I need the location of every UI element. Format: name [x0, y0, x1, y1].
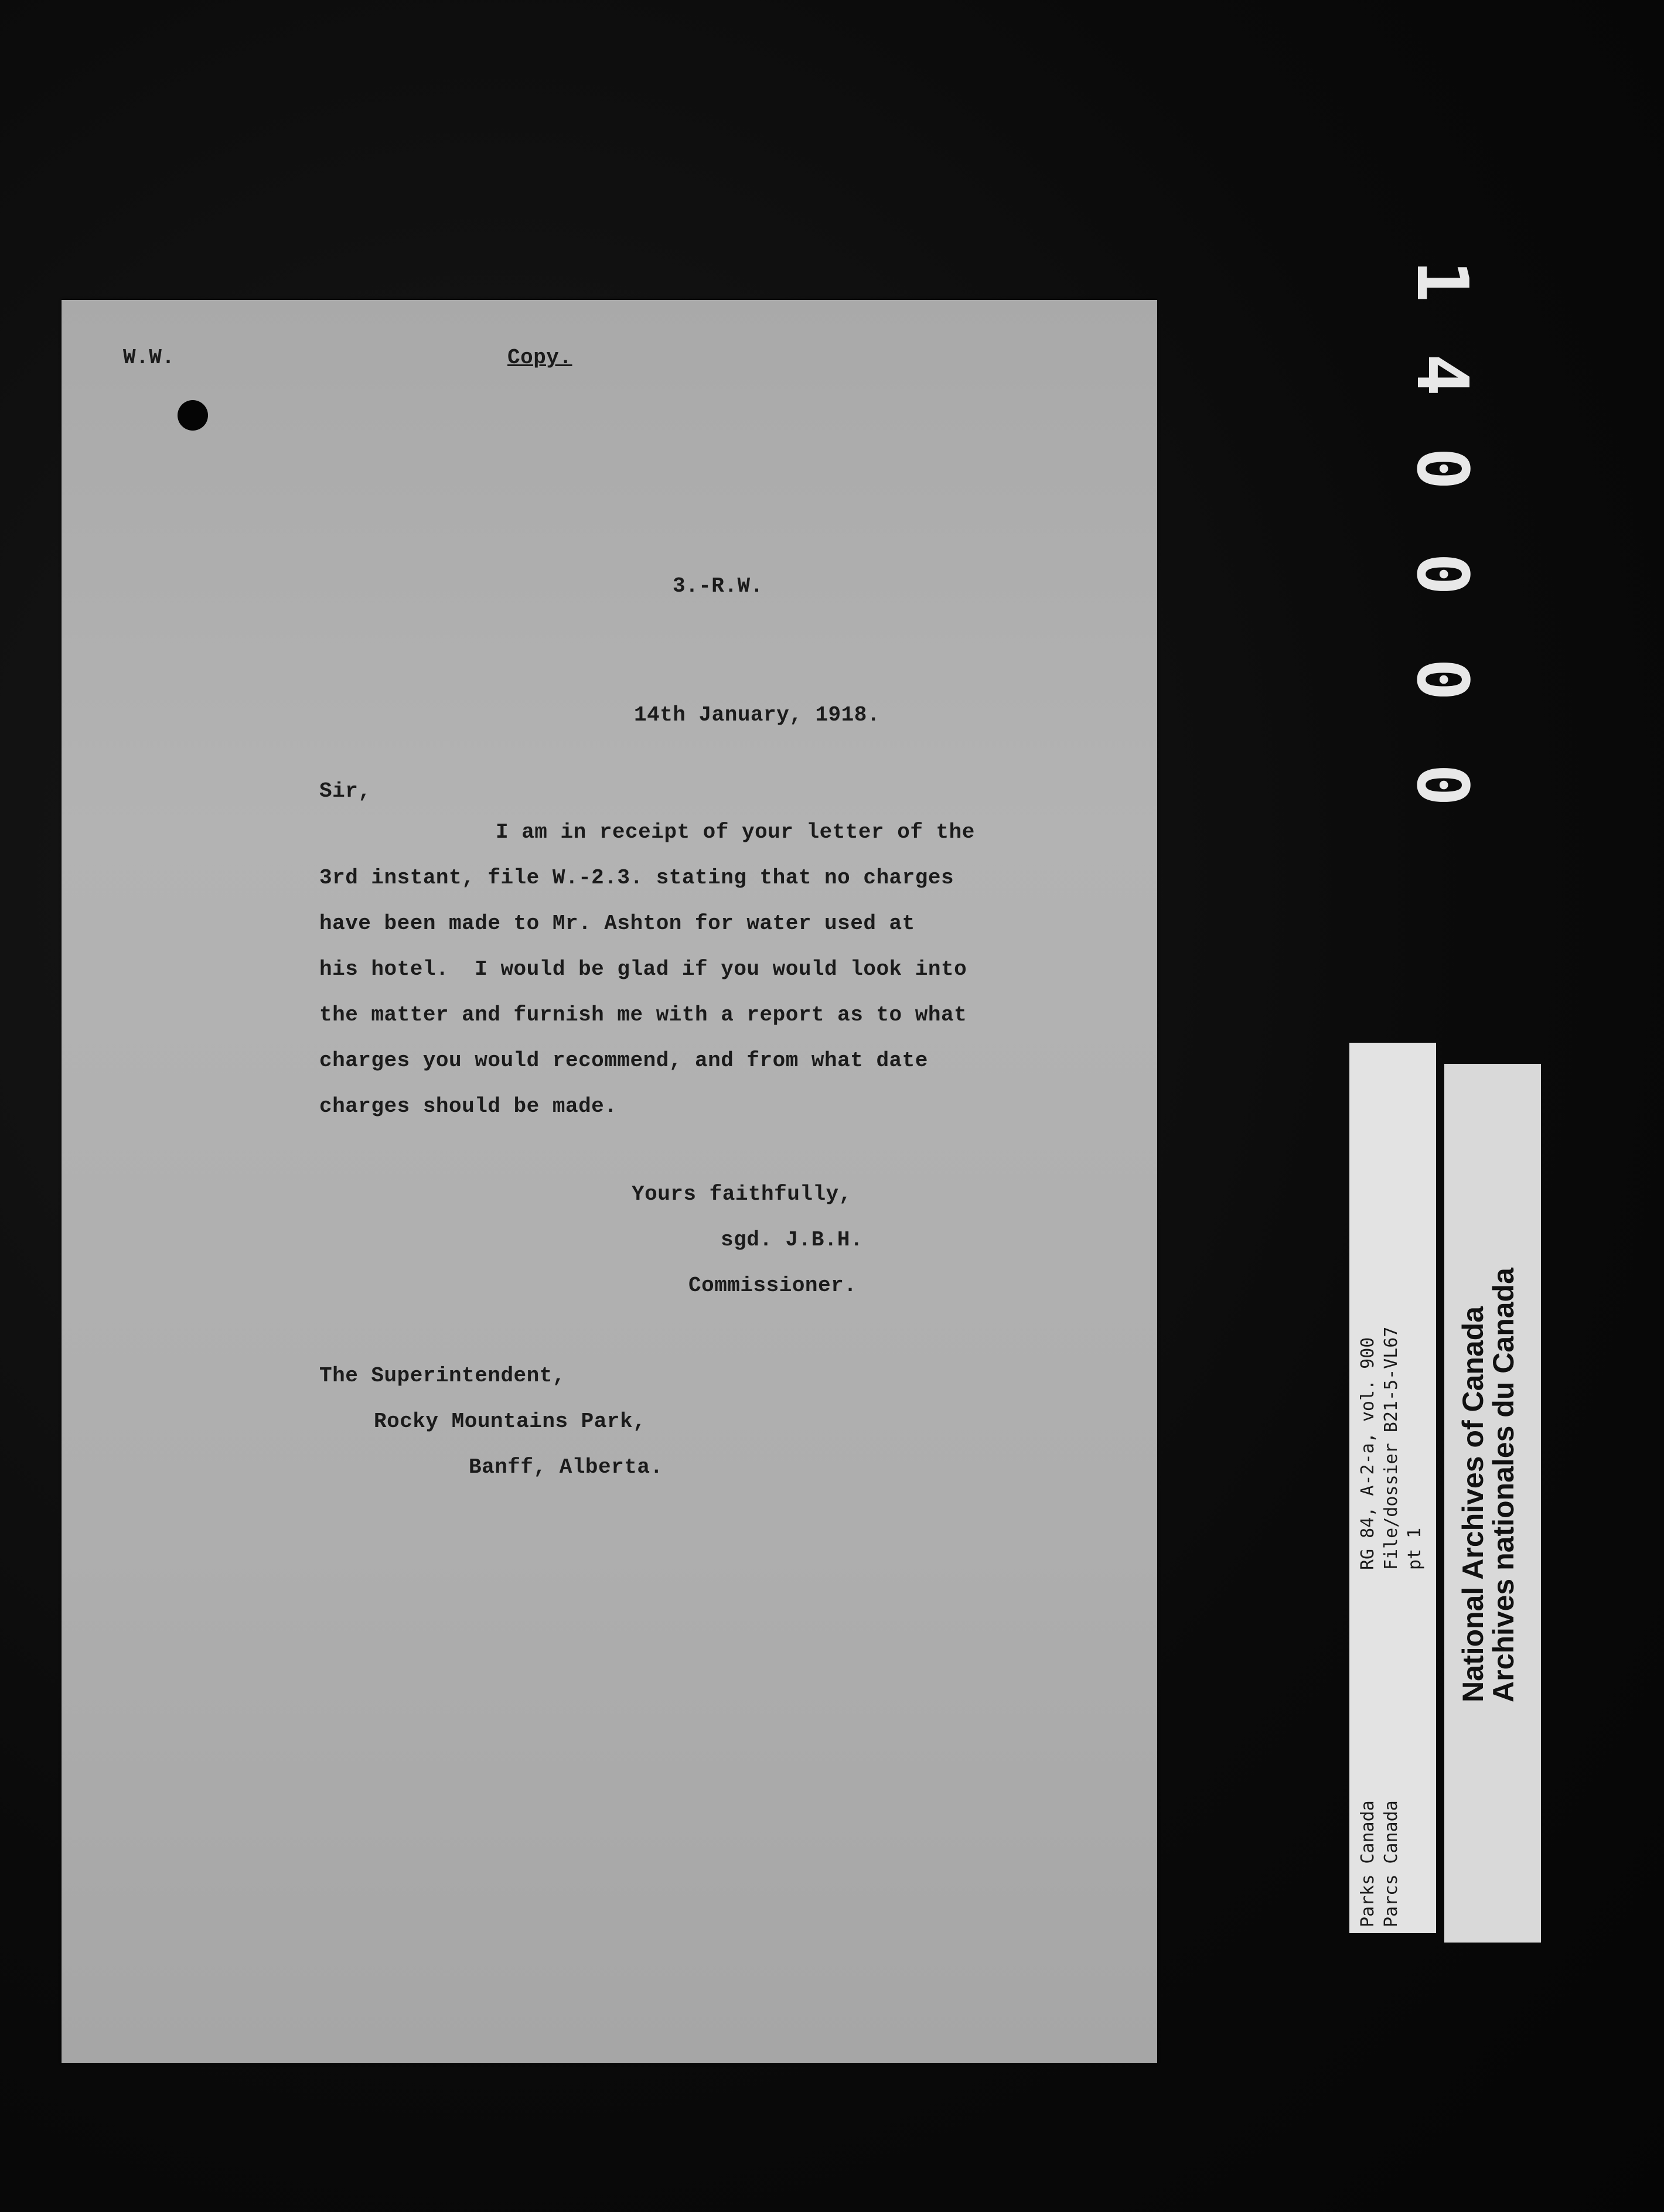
salutation: Sir,: [319, 779, 371, 803]
archives-label: [1444, 1064, 1541, 1943]
punch-hole: [178, 400, 208, 431]
creator-english: Parks Canada: [1358, 1800, 1378, 1927]
addressee-line: The Superintendent,: [319, 1364, 565, 1388]
frame-digit: 1: [1401, 260, 1482, 303]
frame-digit: 0: [1401, 447, 1482, 490]
frame-digit: 0: [1401, 552, 1482, 596]
creator-french: Parcs Canada: [1381, 1800, 1402, 1927]
letter-sheet: [62, 300, 1157, 2063]
file-reference: 3.-R.W.: [673, 574, 763, 598]
letter-date: 14th January, 1918.: [634, 703, 880, 727]
addressee-line: Banff, Alberta.: [469, 1455, 663, 1479]
archives-name-english: National Archives of Canada: [1457, 1306, 1489, 1702]
body-line: I am in receipt of your letter of the: [496, 820, 975, 844]
addressee-line: Rocky Mountains Park,: [374, 1409, 646, 1433]
frame-digit: 0: [1401, 658, 1482, 701]
collection-part: pt 1: [1404, 1527, 1425, 1570]
collection-reference: RG 84, A-2-a, vol. 900: [1358, 1337, 1378, 1570]
frame-number: [1394, 234, 1488, 808]
frame-digit: 4: [1401, 353, 1482, 397]
signatory-title: Commissioner.: [688, 1274, 857, 1298]
collection-label: [1349, 1043, 1436, 1933]
body-line: 3rd instant, file W.-2.3. stating that no charges: [319, 866, 954, 890]
body-line: have been made to Mr. Ashton for water used at: [319, 912, 915, 936]
collection-file: File/dossier B21-5-VL67: [1381, 1326, 1402, 1570]
body-line: his hotel. I would be glad if you would look into: [319, 957, 967, 981]
archives-name-french: Archives nationales du Canada: [1487, 1268, 1520, 1702]
frame-digit: 0: [1401, 763, 1482, 807]
body-line: the matter and furnish me with a report as to what: [319, 1003, 967, 1027]
copy-mark: Copy.: [507, 346, 572, 370]
signature: sgd. J.B.H.: [721, 1228, 864, 1252]
letter-closing: Yours faithfully,: [632, 1182, 852, 1206]
body-line: charges should be made.: [319, 1094, 618, 1118]
body-line: charges you would recommend, and from what date: [319, 1049, 928, 1073]
letter-initials: W.W.: [123, 346, 175, 370]
